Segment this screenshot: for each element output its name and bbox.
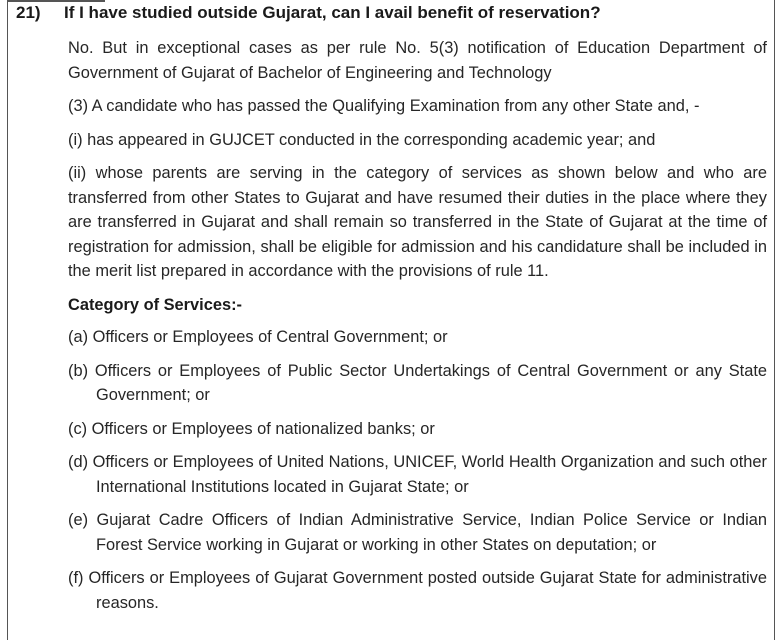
rule-3-text: (3) A candidate who has passed the Qualifying Examination from any other State and, -: [68, 97, 700, 115]
question-heading: [16, 3, 766, 23]
service-item-e: (e) Gujarat Cadre Officers of Indian Administrative Service, Indian Police Service or Indian Forest Service working in Gujarat or working in other States on deputation; or: [68, 511, 767, 554]
clause-ii-text: (ii) whose parents are serving in the category of services as shown below and who are transferred from other States to Gujarat and have resumed their duties in the place where they are transferred in Gujarat and shall remain so transferred in the State of Gujarat at the time of registration for admission, shall be eligible for admission and his candidature shall be included in the merit list prepared in accordance with the provisions of rule 11.: [68, 164, 767, 280]
answer-intro: No. But in exceptional cases as per rule No. 5(3) notification of Education Department of Government of Gujarat of Bachelor of Engineering and Technology: [68, 39, 767, 82]
service-item-a: (a) Officers or Employees of Central Government; or: [68, 328, 448, 346]
service-item-c: (c) Officers or Employees of nationalized banks; or: [68, 419, 435, 438]
service-item-d: (d) Officers or Employees of United Nations, UNICEF, World Health Organization and such other International Institutions located in Gujarat State; or: [68, 453, 767, 496]
service-item-b: (b) Officers or Employees of Public Sector Undertakings of Central Government or any State Government; or: [68, 361, 767, 404]
clause-i-text: (i) has appeared in GUJCET conducted in the corresponding academic year; and: [68, 130, 656, 149]
question-number: 21): [16, 3, 41, 22]
answer-body: [68, 36, 767, 624]
top-border-stub: [7, 0, 105, 2]
service-item-f: (f) Officers or Employees of Gujarat Government posted outside Gujarat State for administrative reasons.: [68, 569, 767, 612]
question-text: If I have studied outside Gujarat, can I avail benefit of reservation?: [64, 3, 601, 22]
services-heading: Category of Services:-: [68, 295, 242, 314]
